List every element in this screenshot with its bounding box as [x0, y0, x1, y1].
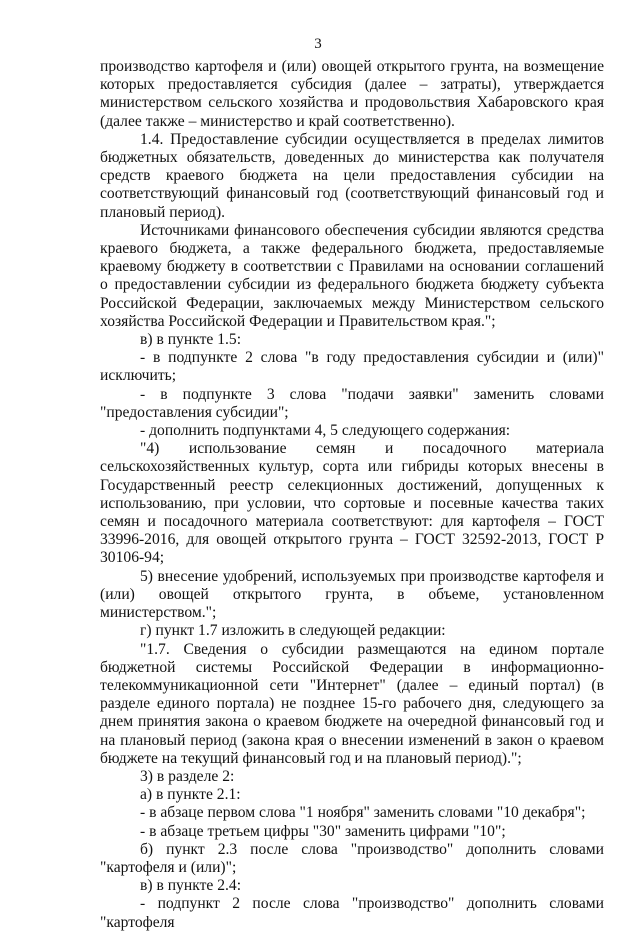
paragraph: в) в пункте 2.4:: [140, 877, 242, 895]
document-body: [100, 58, 604, 932]
paragraph: "4) использование семян и посадочного материала сельскохозяйственных культур, сорта или гибриды которых внесены в Государственный реестр селекционных достижений, допущенных к использованию, при условии, что сортовые и посевные качества таких семян и посадочного материала соответствуют: для картофеля – ГОСТ 33996-2016, для овощей открытого грунта – ГОСТ 32592-2013, ГОСТ Р 30106-94;: [100, 440, 604, 567]
paragraph: - подпункт 2 после слова "производство" дополнить словами "картофеля: [100, 895, 604, 931]
paragraph: - дополнить подпунктами 4, 5 следующего содержания:: [140, 422, 511, 440]
paragraph: г) пункт 1.7 изложить в следующей редакции:: [140, 622, 446, 640]
paragraph: "1.7. Сведения о субсидии размещаются на едином портале бюджетной системы Российской Федерации в информационно-телекоммуникационной сети "Интернет" (далее – единый портал) (в разделе единого портала) не позднее 15-го рабочего дня, следующего за днем принятия закона о краевом бюджете на очередной финансовый год и на плановый период (закона края о внесении изменений в закон о краевом бюджете на текущий финансовый год и на плановый период).";: [100, 640, 604, 767]
paragraph: 1.4. Предоставление субсидии осуществляется в пределах лимитов бюджетных обязательств, доведенных до министерства как получателя средств краевого бюджета на цели предоставления субсидии на соответствующий финансовый год (соответствующий финансовый год и плановый период).: [100, 130, 604, 221]
paragraph: - в подпункте 3 слова "подачи заявки" заменить словами "предоставления субсидии";: [100, 385, 604, 421]
page-number: 3: [314, 36, 322, 52]
paragraph: - в абзаце третьем цифры "30" заменить цифрами "10";: [140, 822, 506, 840]
paragraph: 3) в разделе 2:: [140, 767, 235, 785]
paragraph: б) пункт 2.3 после слова "производство" дополнить словами "картофеля и (или)";: [100, 840, 604, 876]
paragraph: производство картофеля и (или) овощей открытого грунта, на возмещение которых предоставляется субсидия (далее – затраты), утверждается министерством сельского хозяйства и продовольствия Хабаровского края (далее также – министерство и край соответственно).: [100, 58, 604, 130]
paragraph: в) в пункте 1.5:: [140, 331, 242, 349]
paragraph: Источниками финансового обеспечения субсидии являются средства краевого бюджета, а также федерального бюджета, предоставляемые краевому бюджету в соответствии с Правилами на основании соглашений о предоставлении субсидии из федерального бюджета бюджету субъекта Российской Федерации, заключаемых между Министерством сельского хозяйства Российской Федерации и Правительством края.";: [100, 221, 604, 330]
paragraph: а) в пункте 2.1:: [140, 786, 241, 804]
paragraph: - в абзаце первом слова "1 ноября" заменить словами "10 декабря";: [140, 804, 586, 822]
paragraph: 5) внесение удобрений, используемых при производстве картофеля и (или) овощей открытого грунта, в объеме, установленном министерством.";: [100, 567, 604, 622]
paragraph: - в подпункте 2 слова "в году предоставления субсидии и (или)" исключить;: [100, 349, 604, 385]
